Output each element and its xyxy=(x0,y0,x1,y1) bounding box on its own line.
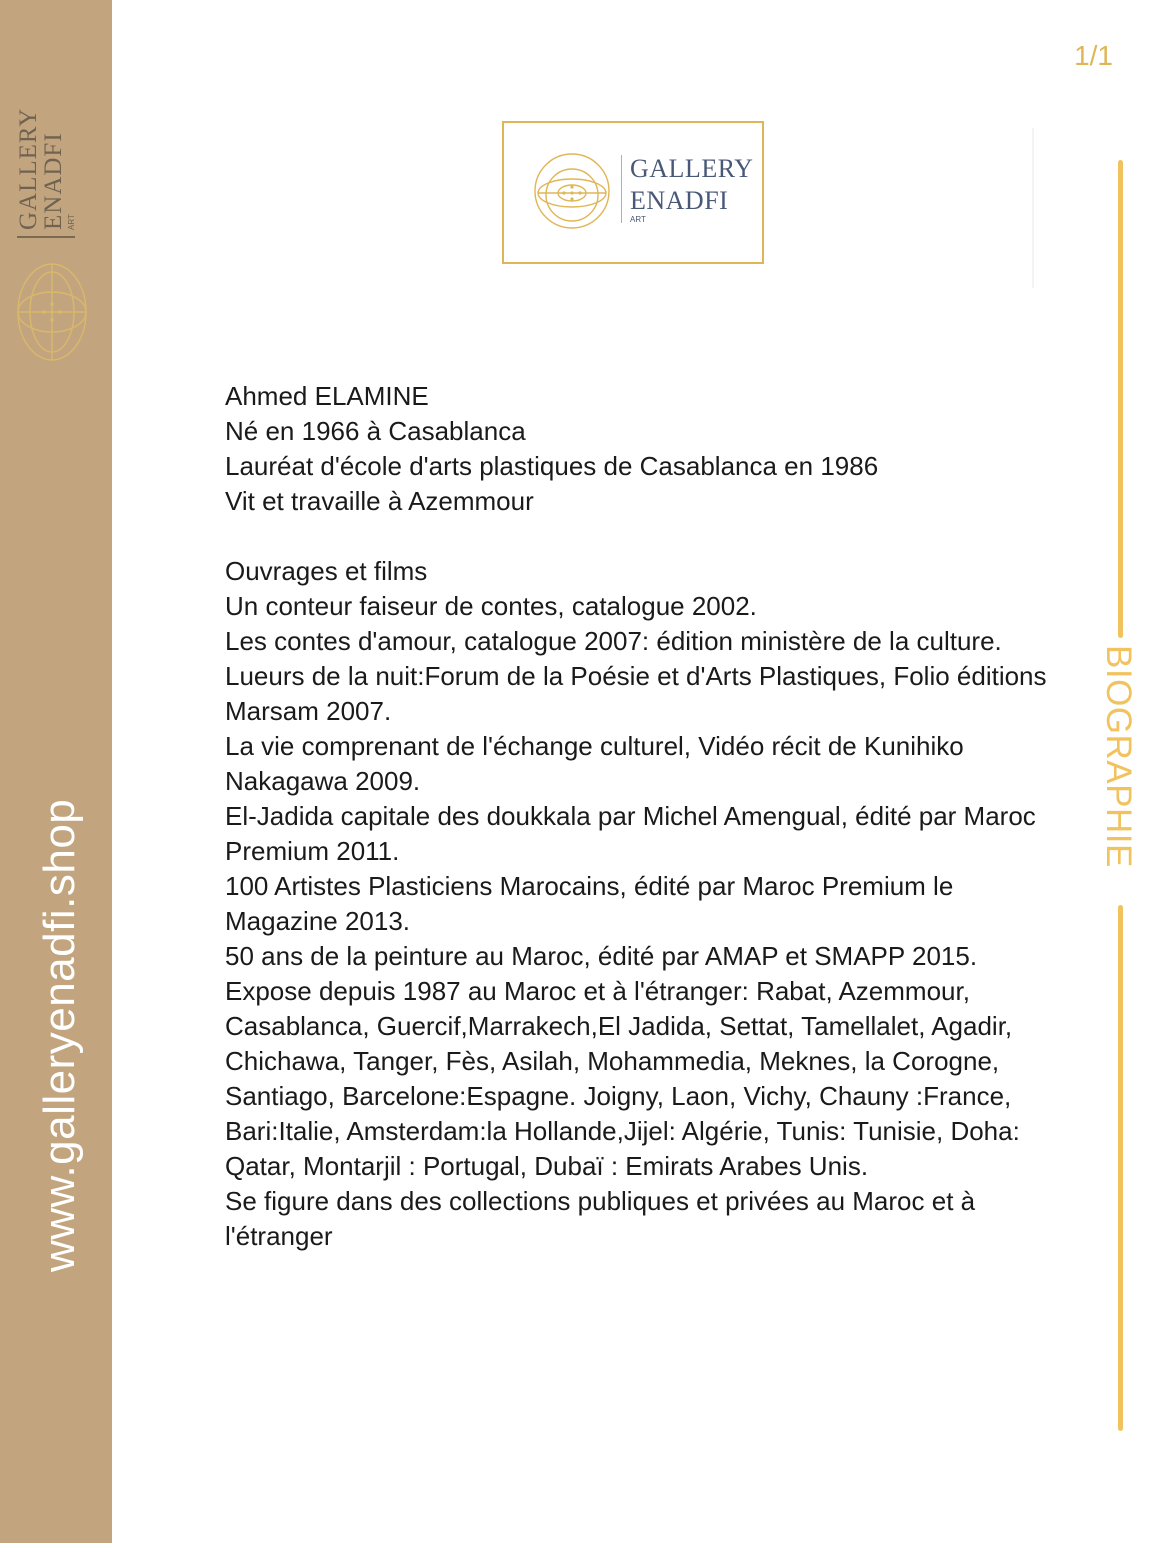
work-item: 100 Artistes Plasticiens Marocains, édité par Maroc Premium le Magazine 2013. xyxy=(225,871,954,936)
work-item: La vie comprenant de l'échange culturel, Vidéo récit de Kunihiko Nakagawa 2009. xyxy=(225,731,964,796)
sidebar-brand-line3: ART xyxy=(67,214,76,230)
website-url: www.galleryenadfi.shop xyxy=(35,798,84,1272)
works-heading: Ouvrages et films xyxy=(225,556,428,586)
logo-line3: ART xyxy=(630,215,646,224)
gallery-emblem-icon xyxy=(14,258,90,366)
logo-line2: ENADFI xyxy=(630,186,729,215)
education-info: Lauréat d'école d'arts plastiques de Casablanca en 1986 xyxy=(225,451,879,481)
work-item: 50 ans de la peinture au Maroc, édité par AMAP et SMAPP 2015. xyxy=(225,941,978,971)
artist-name: Ahmed ELAMINE xyxy=(225,381,429,411)
paragraph-gap xyxy=(225,519,1055,554)
gallery-logo xyxy=(502,121,764,264)
sidebar-brand-line2: ENADFI xyxy=(40,132,67,230)
logo-line1: GALLERY xyxy=(630,154,754,183)
work-item: Les contes d'amour, catalogue 2007: édition ministère de la culture. xyxy=(225,626,1002,656)
sidebar-brand-logo xyxy=(16,66,86,246)
logo-divider xyxy=(621,155,622,223)
sidebar xyxy=(0,0,112,1543)
sidebar-brand-line1: GALLERY xyxy=(15,107,42,230)
decorative-line xyxy=(1032,128,1034,288)
work-item: El-Jadida capitale des doukkala par Michel Amengual, édité par Maroc Premium 2011. xyxy=(225,801,1036,866)
biography-text xyxy=(225,379,1055,1254)
work-item: Lueurs de la nuit:Forum de la Poésie et d'Arts Plastiques, Folio éditions Marsam 2007. xyxy=(225,661,1047,726)
residence-info: Vit et travaille à Azemmour xyxy=(225,486,534,516)
work-item: Un conteur faiseur de contes, catalogue 2002. xyxy=(225,591,757,621)
sidebar-brand-divider xyxy=(17,236,75,238)
page-number: 1/1 xyxy=(1074,40,1113,71)
birth-info: Né en 1966 à Casablanca xyxy=(225,416,526,446)
exhibitions-item: Expose depuis 1987 au Maroc et à l'étranger: Rabat, Azemmour, Casablanca, Guercif,Marrakech,El Jadida, Settat, Tamellalet, Agadir, Chichawa, Tanger, Fès, Asilah, Mohammedia, Meknes, la Corogne, Santiago, Barcelone:Espagne. Joigny, Laon, Vichy, Chauny :France, Bari:Italie, Amsterdam:la Hollande,Jijel: Algérie, Tunis: Tunisie, Doha: Qatar, Montarjil : Portugal, Dubaï : Emirats Arabes Unis. xyxy=(225,976,1020,1181)
section-label: BIOGRAPHIE xyxy=(1099,645,1138,868)
gold-rule-bottom xyxy=(1118,905,1123,1431)
gold-rule-top xyxy=(1118,160,1123,638)
gallery-emblem-icon xyxy=(532,151,612,231)
collections-item: Se figure dans des collections publiques et privées au Maroc et à l'étranger xyxy=(225,1186,976,1251)
